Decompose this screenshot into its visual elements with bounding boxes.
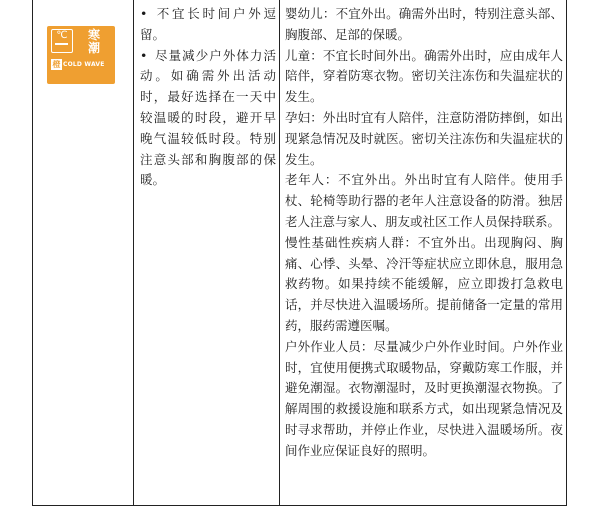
pregnant-advice: 孕妇：外出时宜有人陪伴，注意防滑防摔倒，如出现紧急情况及时就医。密切关注冻伤和失温症状的发生。	[285, 109, 563, 167]
bullet-icon: •	[140, 47, 148, 63]
chronic-disease-advice: 慢性基础性疾病人群：不宜外出。出现胸闷、胸痛、心悸、头晕、冷汗等症状应立即休息，服用急救药物。如果持续不能缓解，应立即拨打急救电话，并尽快进入温暖场所。提前储备一定量的常用药，服药需遵医嘱。	[285, 234, 563, 333]
advice-item: • 不宜长时间户外逗留。	[140, 6, 276, 42]
warning-level-label: 橙	[52, 60, 61, 69]
population-advice-cell	[281, 0, 566, 505]
advice-item: • 尽量减少户外体力活动。如确需外出活动时，最好选择在一天中较温暖的时段，避开早晚气温较低时段。特别注意头部和胸腹部的保暖。	[140, 47, 276, 188]
bullet-icon: •	[140, 6, 148, 21]
elderly-advice: 老年人：不宜外出。外出时宜有人陪伴。使用手杖、轮椅等助行器的老年人注意设备的防滑。独居老人注意与家人、朋友或社区工作人员保持联系。	[285, 172, 563, 229]
outdoor-worker-advice: 户外作业人员：尽量减少户外作业时间。户外作业时，宜使用便携式取暖物品，穿戴防寒工作服，并避免潮湿。衣物潮湿时，及时更换潮湿衣物换。了解周围的救援设施和联系方式，如出现紧急情况及时寻求帮助，并停止作业，尽快进入温暖场所。夜间作业应保证良好的照明。	[285, 338, 563, 458]
infant-advice: 婴幼儿：不宜外出。确需外出时，特别注意头部、胸腹部、足部的保暖。	[285, 6, 563, 42]
general-advice-cell	[134, 0, 279, 505]
thermometer-icon: ℃	[51, 29, 73, 53]
warning-title: 寒 潮	[87, 28, 100, 55]
guidance-table	[32, 0, 567, 506]
warning-icon-cell	[33, 0, 133, 505]
warning-english-label: COLD WAVE	[63, 61, 105, 68]
children-advice: 儿童：不宜长时间外出。确需外出时，应由成年人陪伴，穿着防寒衣物。密切关注冻伤和失温症状的发生。	[285, 47, 563, 105]
column-divider	[279, 0, 280, 505]
cold-wave-orange-warning-icon	[47, 26, 115, 84]
